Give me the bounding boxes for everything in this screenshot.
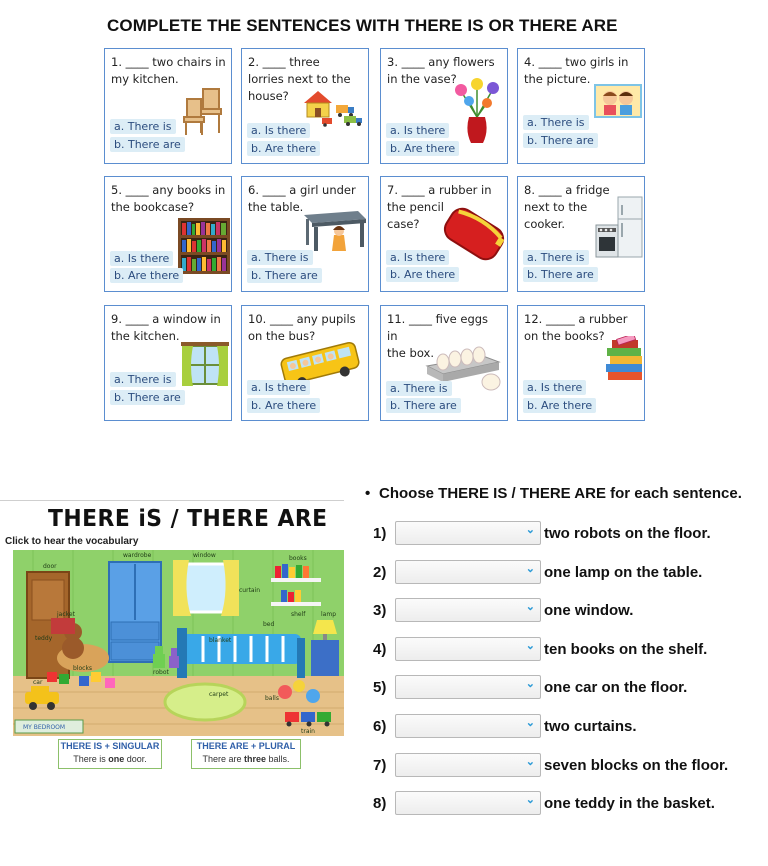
question-text: 2. ____ three lorries next to the house? — [248, 55, 351, 103]
option-a[interactable]: a. There is — [110, 119, 176, 134]
rule-plural — [191, 739, 301, 769]
question-card-4 — [517, 48, 645, 164]
label-blanket[interactable]: blanket — [209, 637, 232, 644]
my-bedroom-label: MY BEDROOM — [23, 724, 66, 731]
lamp[interactable] — [313, 620, 337, 634]
bed-headboard — [177, 628, 187, 678]
row-number: 1) — [373, 525, 387, 542]
question-card-7 — [380, 176, 508, 292]
example-post: door. — [124, 754, 147, 764]
answer-dropdown-1[interactable] — [395, 521, 541, 545]
sentence-text: one lamp on the table. — [544, 564, 703, 581]
question-card-11 — [380, 305, 508, 421]
option-a[interactable]: a. There is — [523, 115, 589, 130]
label-wardrobe[interactable]: wardrobe — [123, 552, 152, 559]
option-b[interactable]: b. There are — [523, 267, 598, 282]
label-door[interactable]: door — [43, 563, 57, 570]
label-shelf[interactable]: shelf — [291, 611, 306, 618]
question-card-6 — [241, 176, 369, 292]
label-lamp[interactable]: lamp — [321, 611, 336, 618]
answer-dropdown-2[interactable] — [395, 560, 541, 584]
lamp-stand — [323, 634, 327, 640]
sentence-text: seven blocks on the floor. — [544, 757, 729, 774]
question-card-12 — [517, 305, 645, 421]
shelf-bottom — [271, 602, 321, 606]
sentence-text: two robots on the floor. — [544, 525, 711, 542]
row-number: 2) — [373, 564, 387, 581]
bed-footboard — [297, 638, 305, 678]
chevron-down-icon[interactable]: ⌄ — [525, 794, 535, 806]
question-text: 6. ____ a girl under the table. — [248, 183, 356, 214]
option-a[interactable]: a. There is — [110, 372, 176, 387]
teddy-body — [62, 637, 84, 659]
option-b[interactable]: b. Are there — [247, 141, 320, 156]
row-number: 3) — [373, 602, 387, 619]
label-robot[interactable]: robot — [153, 669, 169, 676]
label-window[interactable]: window — [193, 552, 216, 559]
option-a[interactable]: a. Is there — [523, 380, 586, 395]
rule-plural-example — [192, 753, 300, 766]
sentence-text: one window. — [544, 602, 634, 619]
question-card-8 — [517, 176, 645, 292]
option-a[interactable]: a. Is there — [110, 251, 173, 266]
chevron-down-icon[interactable]: ⌄ — [525, 563, 535, 575]
question-card-2 — [241, 48, 369, 164]
pencil-case-image — [439, 203, 508, 265]
question-text: 7. ____ a rubber in the pencil case? — [387, 183, 492, 231]
answer-dropdown-3[interactable] — [395, 598, 541, 622]
wardrobe-drawer-2 — [111, 642, 159, 660]
exercise-instruction — [365, 485, 742, 502]
window-image — [179, 340, 231, 390]
label-teddy[interactable]: teddy — [35, 635, 53, 642]
example-pre: There are — [202, 754, 244, 764]
carpet[interactable] — [165, 684, 245, 720]
question-text: 9. ____ a window in the kitchen. — [111, 312, 221, 343]
flower-vase-image — [449, 77, 505, 147]
lorries-house-image — [300, 85, 368, 127]
answer-dropdown-8[interactable] — [395, 791, 541, 815]
option-a[interactable]: a. Is there — [247, 380, 310, 395]
option-b[interactable]: b. There are — [386, 398, 461, 413]
worksheet-title: COMPLETE THE SENTENCES WITH THERE IS OR THERE ARE — [107, 16, 618, 35]
question-text: 1. ____ two chairs in my kitchen. — [111, 55, 226, 86]
sentence-text: ten books on the shelf. — [544, 641, 708, 658]
option-b[interactable]: b. There are — [110, 390, 185, 405]
question-grid — [104, 48, 644, 423]
row-number: 6) — [373, 718, 387, 735]
label-jacket[interactable]: jacket — [57, 611, 75, 618]
girls-picture-image — [594, 84, 642, 118]
label-blocks[interactable]: blocks — [73, 665, 93, 672]
chevron-down-icon[interactable]: ⌄ — [525, 717, 535, 729]
label-train[interactable]: train — [301, 728, 315, 735]
question-card-3 — [380, 48, 508, 164]
question-text: 8. ____ a fridge next to the cooker. — [524, 183, 610, 231]
rule-singular-example — [59, 753, 161, 766]
instruction-text: Choose THERE IS / THERE ARE for each sentence. — [379, 485, 742, 502]
option-a[interactable]: a. Is there — [247, 123, 310, 138]
answer-dropdown-5[interactable] — [395, 675, 541, 699]
option-b[interactable]: b. There are — [247, 268, 322, 283]
rule-plural-title: THERE ARE + PLURAL — [196, 741, 296, 751]
answer-dropdown-4[interactable] — [395, 637, 541, 661]
bedside-table — [311, 640, 339, 676]
chevron-down-icon[interactable]: ⌄ — [525, 640, 535, 652]
option-b[interactable]: b. There are — [110, 137, 185, 152]
section-divider — [0, 500, 344, 501]
jacket[interactable] — [51, 618, 75, 634]
sentence-text: one teddy in the basket. — [544, 795, 715, 812]
question-text: 12. _____ a rubber on the books? — [524, 312, 628, 343]
label-car[interactable]: car — [33, 679, 43, 686]
question-text: 3. ____ any flowers in the vase? — [387, 55, 495, 86]
question-text: 4. ____ two girls in the picture. — [524, 55, 629, 86]
option-a[interactable]: a. Is there — [386, 123, 449, 138]
option-a[interactable]: a. There is — [523, 250, 589, 265]
sentence-text: two curtains. — [544, 718, 637, 735]
label-balls[interactable]: balls — [265, 695, 279, 702]
option-b[interactable]: b. There are — [523, 133, 598, 148]
vocab-title: THERE iS / THERE ARE — [48, 506, 328, 532]
chevron-down-icon[interactable]: ⌄ — [525, 601, 535, 613]
shelf-top — [271, 578, 321, 582]
option-b[interactable]: b. Are there — [247, 398, 320, 413]
answer-dropdown-7[interactable] — [395, 753, 541, 777]
example-pre: There is — [73, 754, 109, 764]
stack-of-books-image — [604, 336, 645, 382]
chairs-image — [177, 85, 229, 137]
chevron-down-icon[interactable]: ⌄ — [525, 756, 535, 768]
example-strong: three — [244, 754, 267, 764]
row-number: 7) — [373, 757, 387, 774]
option-b[interactable]: b. Are there — [386, 141, 459, 156]
question-card-1 — [104, 48, 232, 164]
wardrobe-drawer-1 — [111, 622, 159, 640]
row-number: 8) — [373, 795, 387, 812]
row-number: 4) — [373, 641, 387, 658]
example-strong: one — [108, 754, 125, 764]
table-image — [298, 207, 368, 251]
option-b[interactable]: b. Are there — [110, 268, 183, 283]
label-books[interactable]: books — [289, 555, 307, 562]
answer-dropdown-6[interactable] — [395, 714, 541, 738]
row-number: 5) — [373, 679, 387, 696]
rule-singular-title: THERE IS + SINGULAR — [60, 741, 160, 751]
chevron-down-icon[interactable]: ⌄ — [525, 678, 535, 690]
bedroom-illustration[interactable] — [13, 550, 344, 736]
rule-singular — [58, 739, 162, 769]
question-text: 11. ____ five eggs in the box. — [387, 312, 489, 360]
label-curtain[interactable]: curtain — [239, 587, 261, 594]
example-post: balls. — [266, 754, 290, 764]
fridge-cooker-image — [594, 195, 644, 259]
question-card-5 — [104, 176, 232, 292]
vocab-subtitle[interactable]: Click to hear the vocabulary — [5, 536, 139, 547]
option-a[interactable]: a. There is — [247, 250, 313, 265]
question-card-10 — [241, 305, 369, 421]
option-a[interactable]: a. There is — [386, 381, 452, 396]
question-text: 10. ____ any pupils on the bus? — [248, 312, 356, 343]
bullet-icon: • — [365, 485, 371, 502]
chevron-down-icon[interactable]: ⌄ — [525, 524, 535, 536]
option-b[interactable]: b. Are there — [386, 267, 459, 282]
bookcase-image — [177, 217, 231, 275]
option-a[interactable]: a. Is there — [386, 250, 449, 265]
label-bed[interactable]: bed — [263, 621, 275, 628]
sentence-text: one car on the floor. — [544, 679, 688, 696]
option-b[interactable]: b. Are there — [523, 398, 596, 413]
label-carpet[interactable]: carpet — [209, 691, 229, 698]
question-text: 5. ____ any books in the bookcase? — [111, 183, 226, 214]
question-card-9 — [104, 305, 232, 421]
